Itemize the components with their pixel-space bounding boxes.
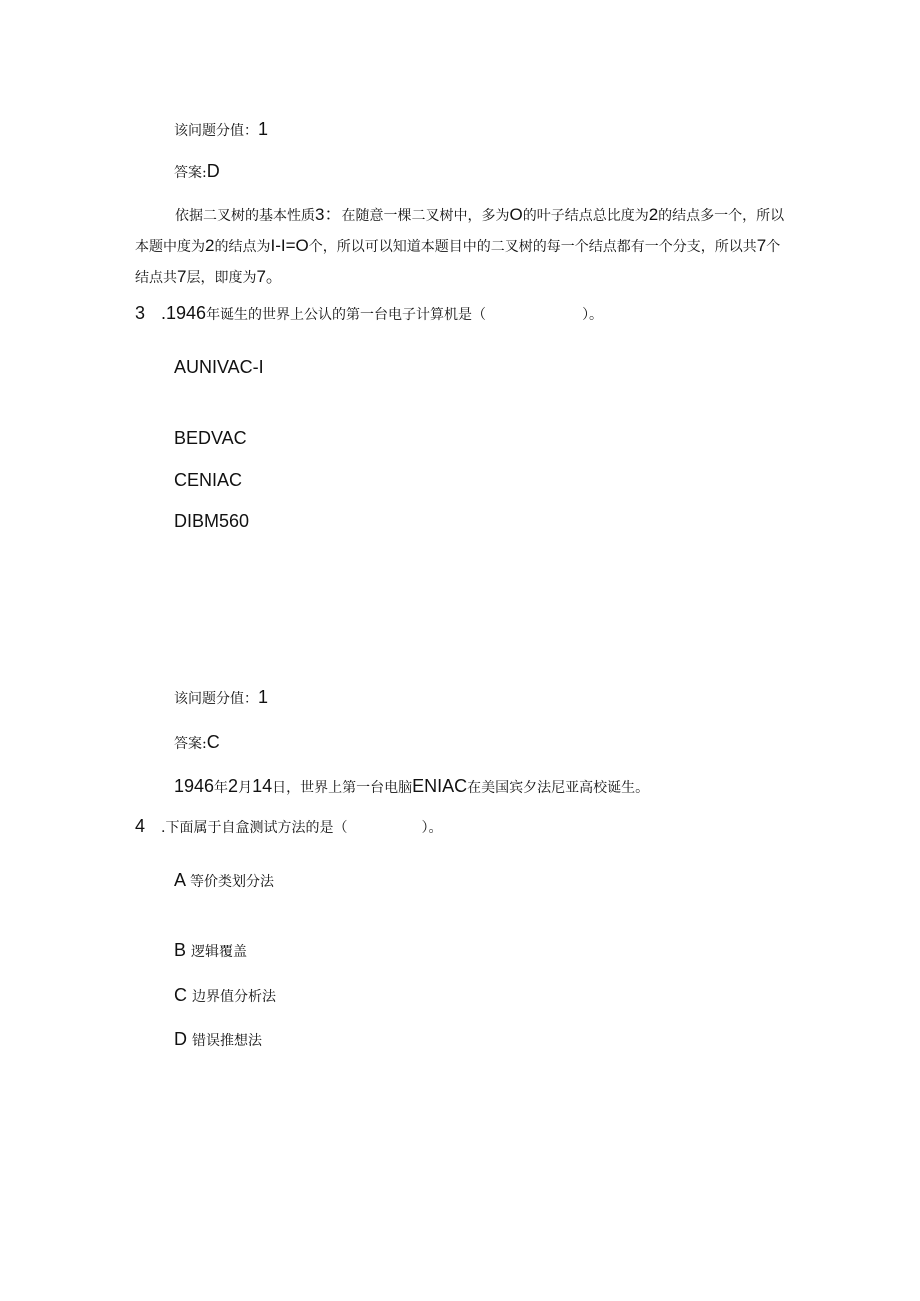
explanation-number: 1946 (174, 776, 215, 796)
q2-explanation (135, 200, 790, 293)
score-value: 1 (258, 119, 269, 139)
explanation-number: 3： (315, 205, 342, 224)
q3-option-d: DIBM560 (174, 511, 250, 531)
answer-label: 答案: (174, 736, 207, 752)
q2-score (174, 120, 268, 138)
option-letter: B (174, 940, 187, 960)
explanation-number: 14 (252, 776, 273, 796)
explanation-text: 层，即度为 (186, 270, 257, 286)
option-letter: D (174, 1029, 187, 1049)
option-text: 边界值分析法 (192, 989, 277, 1005)
explanation-text: 的结点为 (214, 239, 271, 255)
option-letter: A (174, 870, 186, 890)
explanation-text: 年 (214, 780, 229, 796)
option-text: 等价类划分法 (190, 874, 275, 890)
q4-stem (135, 817, 442, 835)
q4-option-a (174, 870, 274, 891)
explanation-name: ENIAC (412, 776, 468, 796)
explanation-text: 依据二叉树的基本性质 (175, 208, 315, 224)
answer-label: 答案: (174, 165, 207, 181)
question-text-end: ）。 (582, 307, 604, 323)
question-text: 年诞生的世界上公认的第一台电子计算机是（ (206, 307, 487, 323)
q2-answer (174, 162, 220, 180)
score-label: 该问题分值： (174, 691, 258, 707)
explanation-text: 的结点多一个，所以本题中度为 (135, 208, 785, 255)
question-text-end: ）。 (421, 820, 443, 836)
explanation-number: 2 (648, 205, 659, 224)
answer-value: C (206, 732, 220, 752)
answer-value: D (206, 161, 220, 181)
explanation-number: 7。 (256, 267, 283, 286)
question-text: .下面属于自盒测试方法的是（ (161, 820, 348, 836)
explanation-number: 2 (205, 236, 215, 255)
option-letter: C (174, 985, 187, 1005)
explanation-number: I-I=O (270, 236, 309, 255)
q3-answer (174, 733, 220, 751)
explanation-number: O (509, 205, 523, 224)
explanation-number: 7 (756, 236, 767, 255)
question-number: 4 (135, 816, 146, 836)
q4-option-c (174, 985, 276, 1006)
question-year: .1946 (161, 303, 207, 323)
explanation-text: 日，世界上第一台电脑 (272, 780, 413, 796)
score-value: 1 (258, 687, 269, 707)
q4-option-b (174, 940, 247, 961)
q3-score (174, 688, 268, 706)
q3-option-a: AUNIVAC-I (174, 357, 264, 377)
q3-stem (135, 304, 603, 322)
score-label: 该问题分值： (174, 123, 258, 139)
q3-explanation (174, 777, 649, 795)
explanation-text: 个，所以可以知道本题目中的二叉树的每一个结点都有一个分支，所以共 (308, 239, 757, 255)
q4-option-d (174, 1029, 262, 1050)
q3-option-b: BEDVAC (174, 428, 247, 448)
explanation-number: 2 (228, 776, 239, 796)
explanation-text: 的叶子结点总比度为 (522, 208, 649, 224)
explanation-text: 在随意一棵二叉树中，多为 (341, 208, 510, 224)
option-text: 逻辑覆盖 (191, 944, 248, 960)
explanation-text: 个结点共 (135, 239, 781, 286)
explanation-text: 在美国宾夕法尼亚高校诞生。 (467, 780, 650, 796)
q3-option-c: CENIAC (174, 470, 243, 490)
explanation-number: 7 (177, 267, 187, 286)
question-number: 3 (135, 303, 146, 323)
explanation-text: 月 (238, 780, 253, 796)
option-text: 错误推想法 (192, 1033, 263, 1049)
